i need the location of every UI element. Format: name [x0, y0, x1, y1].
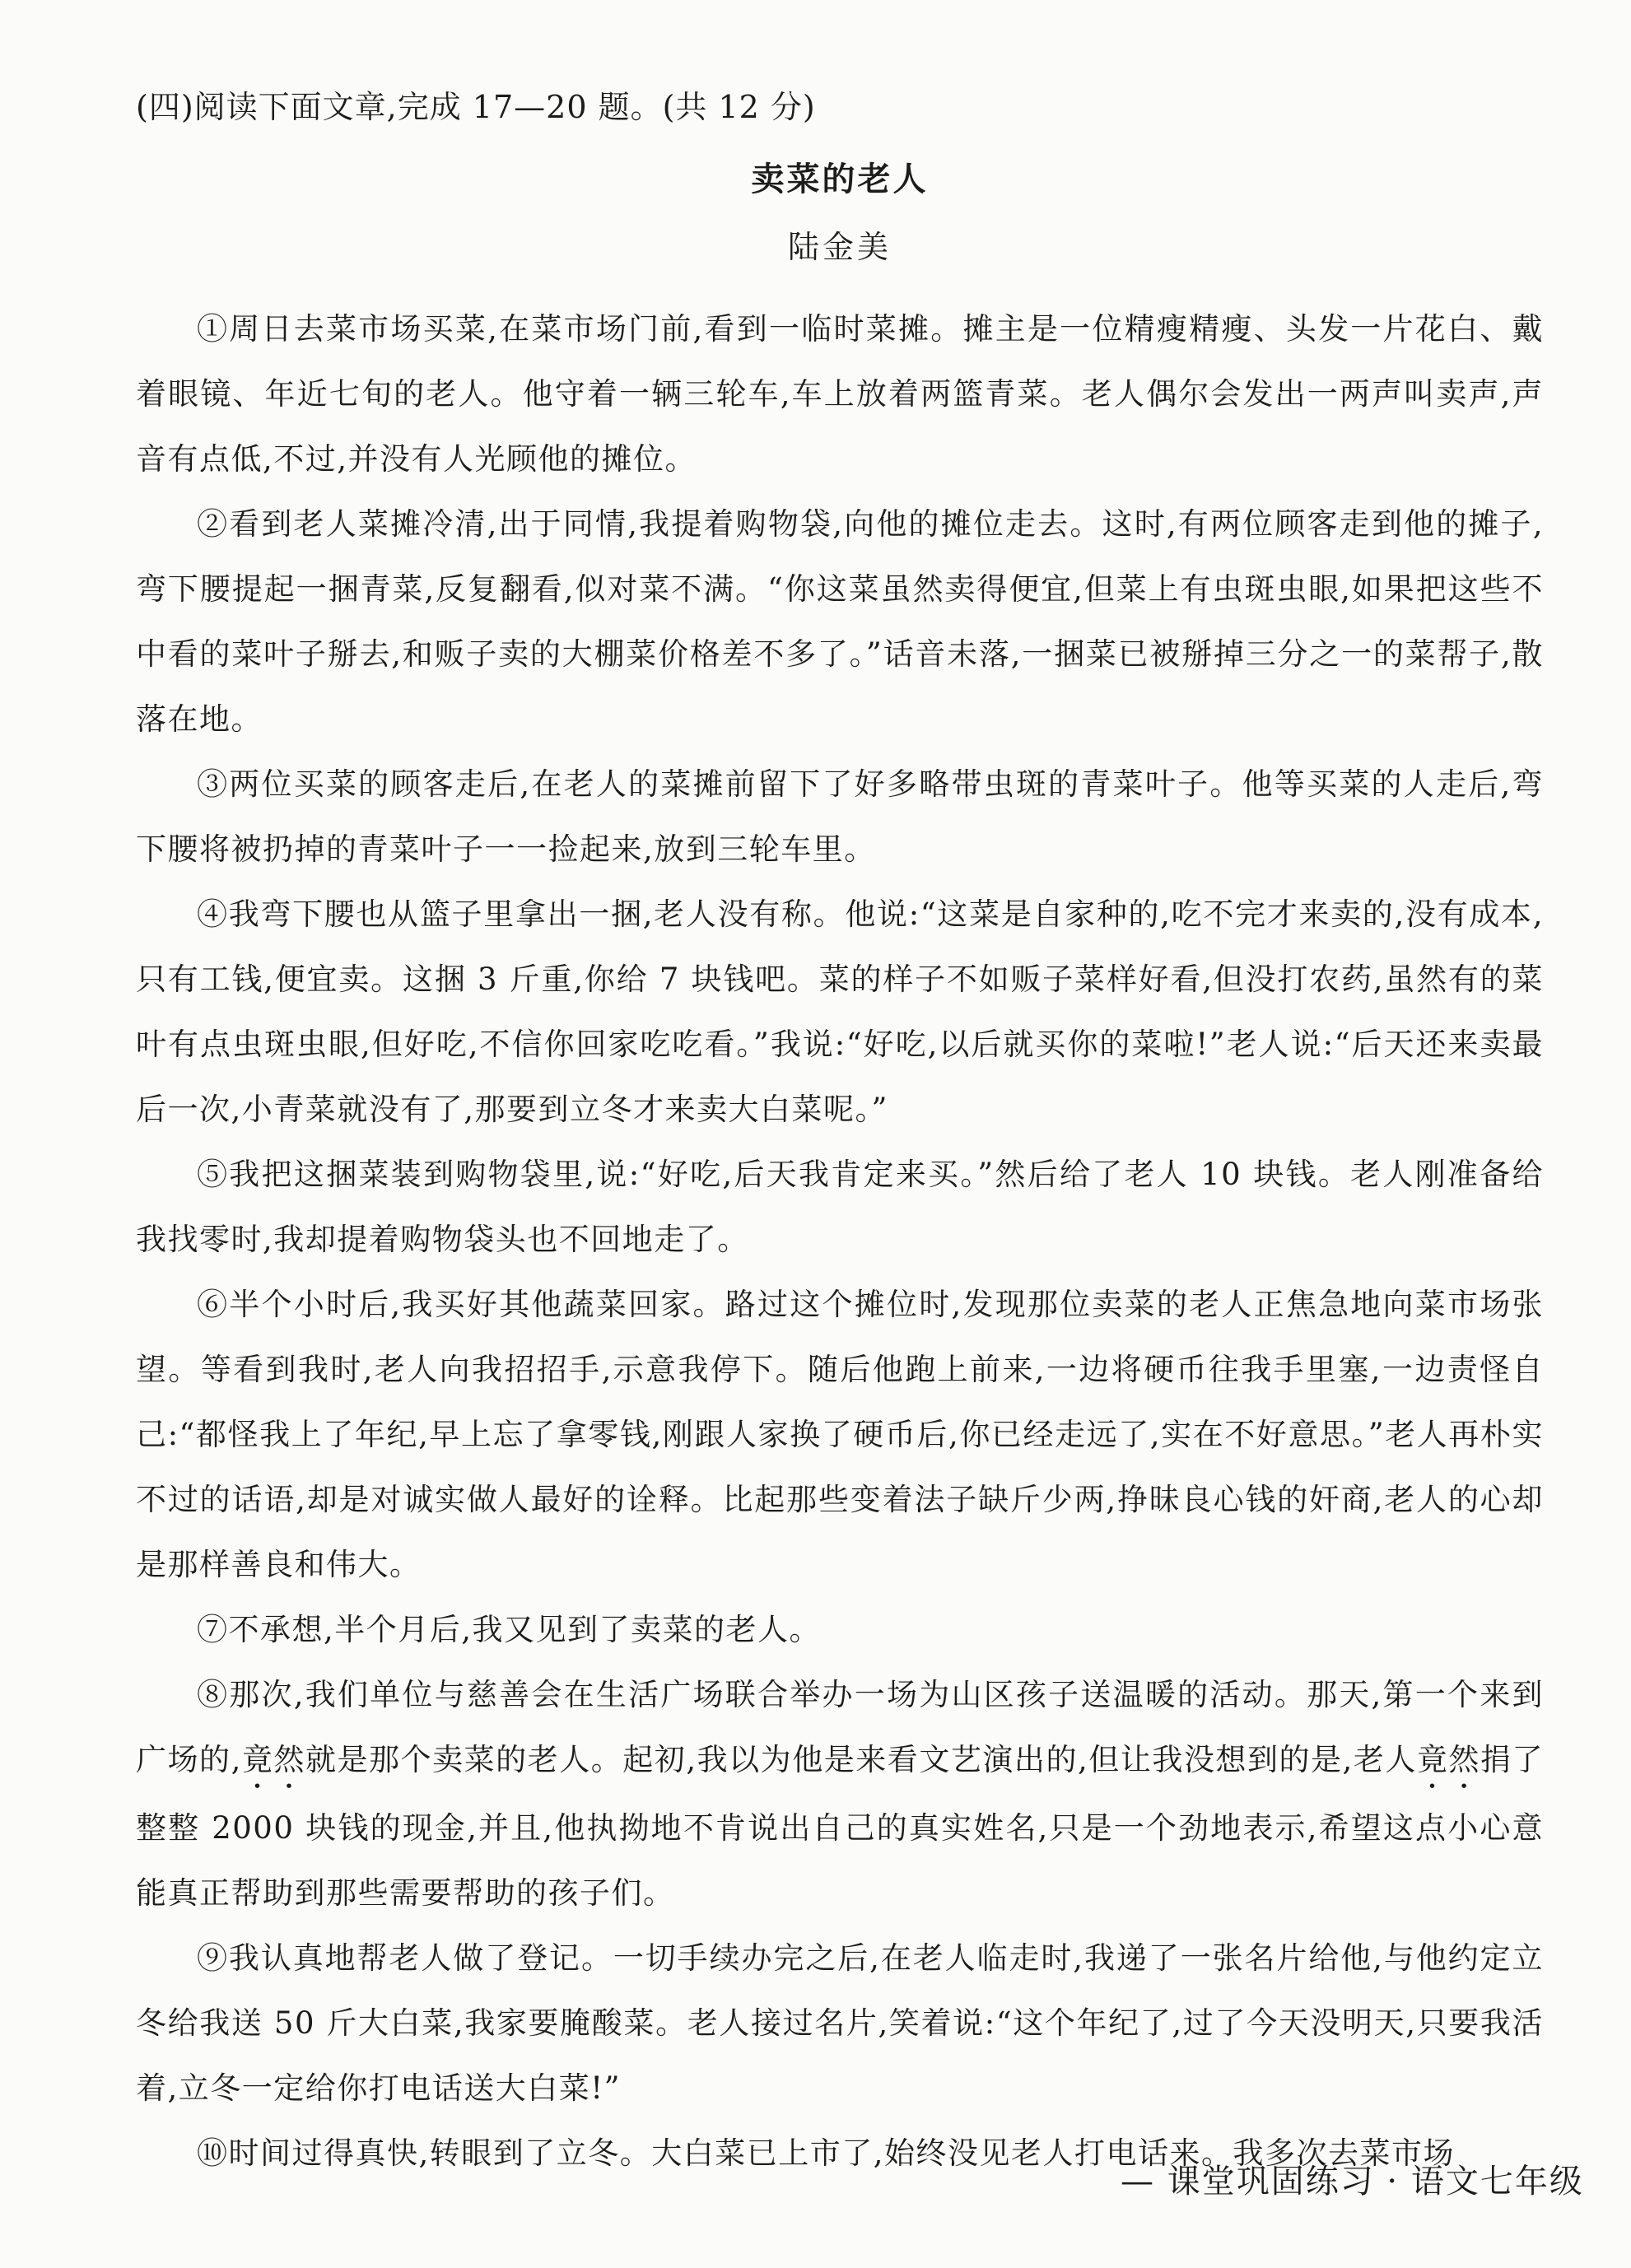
paragraph-5: ⑤我把这捆菜装到购物袋里,说:“好吃,后天我肯定来买。”然后给了老人 10 块钱。老人刚准备给我找零时,我却提着购物袋头也不回地走了。	[136, 1157, 1544, 1257]
article-author: 陆金美	[787, 229, 892, 265]
paragraph-8-text-a: ⑧那次,我们单位与慈善会在生活广场联合举办一场为山区孩子送温暖的活动。那天,第一个来到广场的,	[136, 1677, 1544, 1777]
paragraph-4: ④我弯下腰也从篮子里拿出一捆,老人没有称。他说:“这菜是自家种的,吃不完才来卖的,没有成本,只有工钱,便宜卖。这捆 3 斤重,你给 7 块钱吧。菜的样子不如贩子菜样好看,但没打农药,虽然有的菜叶有点虫斑虫眼,但好吃,不信你回家吃吃看。”我说:“好吃,以后就买你的菜啦!”老人说:“后天还来卖最后一次,小青菜就没有了,那要到立冬才来卖大白菜呢。”	[136, 896, 1544, 1127]
paragraph-8-text-c: 捐了整整 2000 块钱的现金,并且,他执拗地不肯说出自己的真实姓名,只是一个劲地表示,希望这点小心意能真正帮助到那些需要帮助的孩子们。	[136, 1742, 1544, 1911]
paragraph-2: ②看到老人菜摊冷清,出于同情,我提着购物袋,向他的摊位走去。这时,有两位顾客走到他的摊子,弯下腰提起一捆青菜,反复翻看,似对菜不满。“你这菜虽然卖得便宜,但菜上有虫斑虫眼,如果把这些不中看的菜叶子掰去,和贩子卖的大棚菜价格差不多了。”话音未落,一捆菜已被掰掉三分之一的菜帮子,散落在地。	[136, 506, 1544, 737]
page-footer: — 课堂巩固练习 · 语文七年级	[1121, 2163, 1584, 2200]
paragraph-1: ①周日去菜市场买菜,在菜市场门前,看到一临时菜摊。摊主是一位精瘦精瘦、头发一片花白、戴着眼镜、年近七旬的老人。他守着一辆三轮车,车上放着两篮青菜。老人偶尔会发出一两声叫卖声,声音有点低,不过,并没有人光顾他的摊位。	[136, 311, 1544, 477]
paragraph-7: ⑦不承想,半个月后,我又见到了卖菜的老人。	[197, 1612, 822, 1647]
paragraph-9: ⑨我认真地帮老人做了登记。一切手续办完之后,在老人临走时,我递了一张名片给他,与他约定立冬给我送 50 斤大白菜,我家要腌酸菜。老人接过名片,笑着说:“这个年纪了,过了今天没明天,只要我活着,立冬一定给你打电话送大白菜!”	[136, 1940, 1544, 2106]
paragraph-10: ⑩时间过得真快,转眼到了立冬。大白菜已上市了,始终没见老人打电话来。我多次去菜市场	[197, 2135, 1456, 2171]
section-heading: (四)阅读下面文章,完成 17—20 题。(共 12 分)	[136, 89, 816, 125]
article-title: 卖菜的老人	[751, 161, 929, 198]
paragraph-6: ⑥半个小时后,我买好其他蔬菜回家。路过这个摊位时,发现那位卖菜的老人正焦急地向菜市场张望。等看到我时,老人向我招招手,示意我停下。随后他跑上前来,一边将硬币往我手里塞,一边责怪自己:“都怪我上了年纪,早上忘了拿零钱,刚跟人家换了硬币后,你已经走远了,实在不好意思。”老人再朴实不过的话语,却是对诚实做人最好的诠释。比起那些变着法子缺斤少两,挣昧良心钱的奸商,老人的心却是那样善良和伟大。	[136, 1287, 1544, 1582]
worksheet-page	[136, 82, 1544, 2186]
paragraph-8	[136, 1662, 1544, 1926]
emphasized-word-2: 竟然	[1416, 1742, 1480, 1777]
paragraph-8-text-b: 就是那个卖菜的老人。起初,我以为他是来看文艺演出的,但让我没想到的是,老人	[305, 1742, 1417, 1777]
paragraph-3: ③两位买菜的顾客走后,在老人的菜摊前留下了好多略带虫斑的青菜叶子。他等买菜的人走后,弯下腰将被扔掉的青菜叶子一一捡起来,放到三轮车里。	[136, 766, 1544, 867]
emphasized-word-1: 竟然	[241, 1742, 305, 1777]
